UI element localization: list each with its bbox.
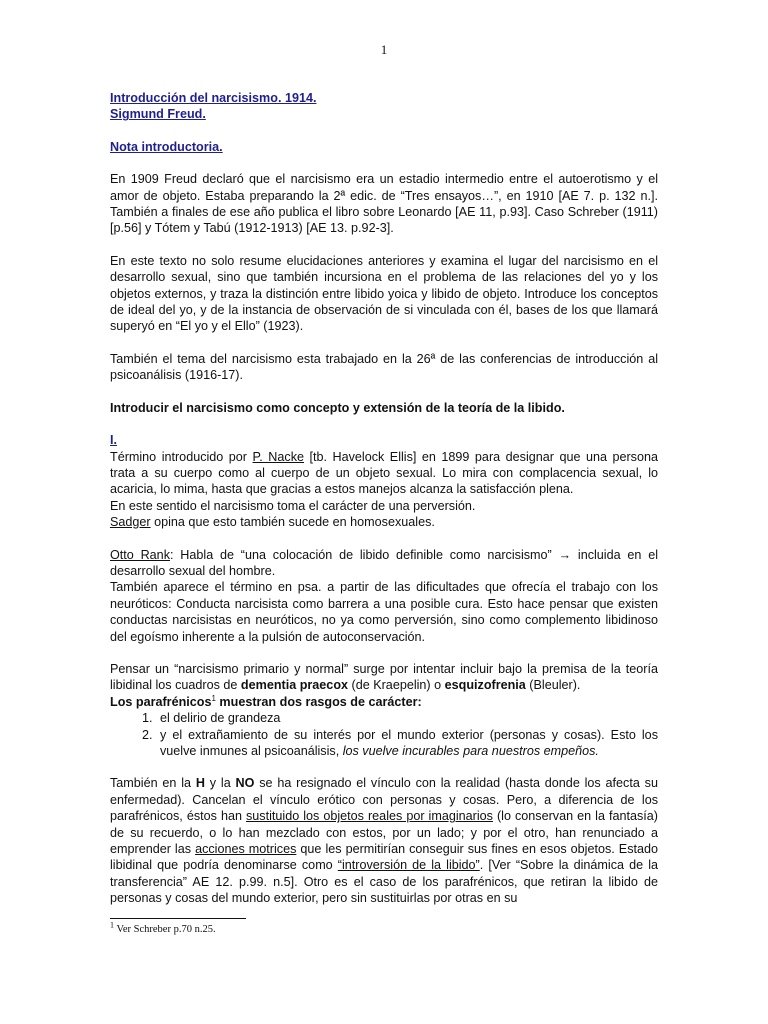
paragraph-4: Introducir el narcisismo como concepto y extensión de la teoría de la libido. xyxy=(110,400,565,415)
paragraph-nacke: Término introducido por P. Nacke [tb. Havelock Ellis] en 1899 para designar que una persona trata a su cuerpo como al cuerpo de un objeto sexual. Lo mira con complacencia sexual, lo acaricia, lo mima, hasta que gracias a estos manejos alcanza la satisfacción plena. xyxy=(110,449,658,497)
paragraph-neuroticos: También aparece el término en psa. a partir de las dificultades que ofrecía el trabajo con los neuróticos: Conducta narcisista como barrera a una posible cura. Esto hace pensar que existen conductas narcisistas en neuróticos, no ya como perversión, sino como complemento libidinoso del egoísmo inherente a la pulsión de autoconservación. xyxy=(110,580,658,644)
paragraph-2: En este texto no solo resume elucidaciones anteriores y examina el lugar del narcisismo en el desarrollo sexual, sino que también incursiona en el problema de las relaciones del yo y los objetos externos, y traza la distinción entre libido yoica y libido de objeto. Introduce los conceptos de ideal del yo, y de la instancia de observación de si vinculada con él, bases de los que llamará superyó en “El yo y el Ello” (1923). xyxy=(110,253,658,334)
section-heading-nota: Nota introductoria. xyxy=(110,139,223,154)
footnote-divider xyxy=(110,918,246,919)
roman-heading: I. xyxy=(110,433,117,448)
paragraph-sadger: Sadger opina que esto también sucede en homosexuales. xyxy=(110,515,435,530)
arrow-icon: → xyxy=(558,547,572,562)
paragraph-1: En 1909 Freud declaró que el narcisismo era un estadio intermedio entre el autoerotismo y el amor de objeto. Estaba preparando la 2ª edic. de “Tres ensayos…”, en 1910 [AE 7. p. 132 n.]. También a finales de ese año publica el libro sobre Leonardo [AE 11, p.93]. Caso Schreber (1911) [p.56] y Tótem y Tabú (1912-1913) [AE 13. p.92-3]. xyxy=(110,172,658,236)
paragraph-3: También el tema del narcisismo esta trabajado en la 26ª de las conferencias de introducción al psicoanálisis (1916-17). xyxy=(110,351,658,383)
traits-list xyxy=(110,710,658,759)
paragraph-parafrenicos: Los parafrénicos$^1$ muestran dos rasgos de carácter: xyxy=(110,693,422,709)
nacke-reference: P. Nacke xyxy=(252,449,304,464)
rank-reference: Otto Rank xyxy=(110,547,170,562)
page-number: 1 xyxy=(380,42,388,57)
list-item: 1. el delirio de grandeza xyxy=(156,710,658,726)
title-block xyxy=(110,90,658,123)
footnote-marker: 1 xyxy=(211,693,216,703)
document-body xyxy=(110,90,658,923)
paragraph-rank: Otto Rank: Habla de “una colocación de libido definible como narcisismo” → incluida en el desarrollo sexual del hombre. xyxy=(110,547,658,578)
document-title: Introducción del narcisismo. 1914. xyxy=(110,91,317,105)
paragraph-narcisismo-primario: Pensar un “narcisismo primario y normal” surge por intentar incluir bajo la premisa de la teoría libidinal los cuadros de dementia praecox (de Kraepelin) o esquizofrenia (Bleuler). xyxy=(110,661,658,693)
footnote: $^1$ Ver Schreber p.70 n.25. xyxy=(110,920,216,935)
document-author: Sigmund Freud. xyxy=(110,107,206,122)
list-item: 2. y el extrañamiento de su interés por el mundo exterior (personas y cosas). Esto los vuelve inmunes al psicoanálisis, los vuelve incurables para nuestros empeños. xyxy=(156,727,658,760)
sadger-reference: Sadger xyxy=(110,515,151,530)
paragraph-h-no: También en la H y la NO se ha resignado el vínculo con la realidad (hasta donde los afecta su enfermedad). Cancelan el vínculo erótico con personas y cosas. Pero, a diferencia de los parafrénicos, éstos han sustituido los objetos reales por imaginarios (lo conservan en la fantasía) de su recuerdo, o lo han mezclado con estos, por un lado; y por el otro, han renunciado a emprender las acciones motrices que les permitirían conseguir sus fines en esos objetos. Estado libidinal que podría denominarse como “introversión de la libido”. [Ver “Sobre la dinámica de la transferencia” AE 12. p.99. n.5]. Otro es el caso de los parafrénicos, que retiran la libido de personas y cosas del mundo exterior, pero sin sustituirlas por otras en su xyxy=(110,776,658,906)
paragraph-perversion: En este sentido el narcisismo toma el carácter de una perversión. xyxy=(110,498,476,513)
